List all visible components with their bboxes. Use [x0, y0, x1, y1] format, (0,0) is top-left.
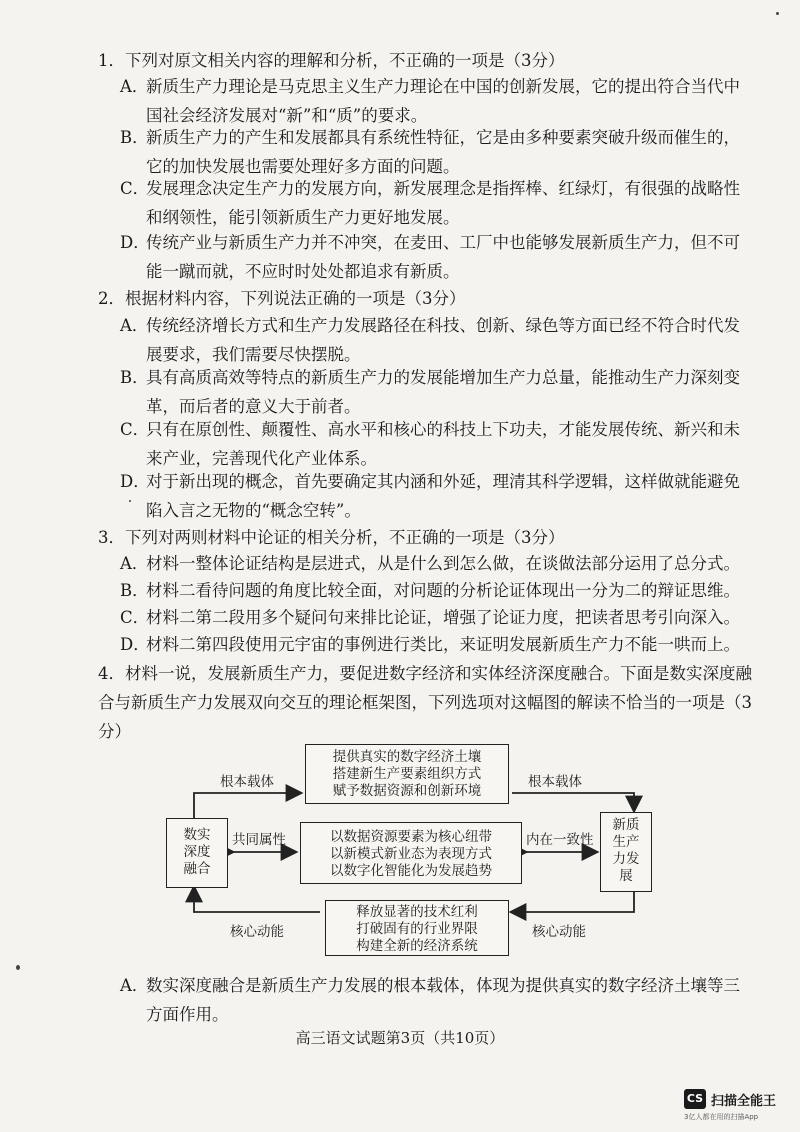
- question-3-option-a: [120, 549, 748, 578]
- box-line: 以新模式新业态为表现方式: [330, 846, 492, 862]
- question-1-option-d: [120, 228, 748, 286]
- option-label: B．: [120, 128, 149, 147]
- label-core-momentum-left: 核心动能: [230, 924, 284, 940]
- question-4-option-a: [120, 971, 748, 1029]
- option-label: B．: [120, 581, 149, 600]
- question-3-option-d: [120, 630, 748, 659]
- option-label: D．: [120, 635, 150, 654]
- arrow-left-to-top: [194, 793, 300, 820]
- scan-speck: [776, 12, 779, 15]
- option-text: 新质生产力的产生和发展都具有系统性特征，它是由多种要素突破升级而催生的，它的加快发展也需要处理好多方面的问题。: [146, 128, 740, 176]
- question-4-stem: 4．材料一说，发展新质生产力，要促进数字经济和实体经济深度融合。下面是数实深度融合与新质生产力发展双向交互的理论框架图，下列选项对这幅图的解读不恰当的一项是（3分）: [98, 664, 752, 741]
- option-text: 数实深度融合是新质生产力发展的根本载体，体现为提供真实的数字经济土壤等三方面作用。: [146, 976, 740, 1024]
- option-text: 新质生产力理论是马克思主义生产力理论在中国的创新发展，它的提出符合当代中国社会经济发展对“新”和“质”的要求。: [146, 77, 740, 125]
- question-3-option-b: [120, 576, 748, 605]
- option-label: A．: [120, 77, 149, 96]
- box-new-productivity-development: 新质 生产 力发 展: [600, 812, 652, 892]
- question-2-option-b: [120, 363, 748, 421]
- box-line: 以数字化智能化为发展趋势: [330, 863, 492, 879]
- question-1-stem: 1．下列对原文相关内容的理解和分析，不正确的一项是（3分）: [98, 51, 565, 70]
- question-2-option-a: [120, 311, 748, 369]
- option-label: B．: [120, 368, 149, 387]
- scanner-watermark: [684, 1089, 794, 1125]
- question-2-stem: 2．根据材料内容，下列说法正确的一项是（3分）: [98, 289, 466, 308]
- box-line: 以数据资源要素为核心纽带: [330, 829, 492, 845]
- scan-speck: [129, 500, 131, 502]
- question-3-option-c: [120, 603, 748, 632]
- box-digital-real-integration: 数实 深度 融合: [166, 818, 228, 888]
- question-1-option-c: [120, 174, 748, 232]
- option-text: 材料二第四段使用元宇宙的事例进行类比，来证明发展新质生产力不能一哄而上。: [146, 635, 740, 654]
- scanner-tagline: 3亿人都在用的扫描App: [684, 1113, 759, 1121]
- option-text: 对于新出现的概念，首先要确定其内涵和外延，理清其科学逻辑，这样做就能避免陷入言之无物的“概念空转”。: [146, 472, 740, 520]
- page-footer: 高三语文试题第3页（共10页）: [295, 1029, 505, 1047]
- question-3-stem: 3．下列对两则材料中论证的相关分析，不正确的一项是（3分）: [98, 528, 565, 547]
- option-label: D．: [120, 233, 150, 252]
- scanner-name: 扫描全能王: [711, 1094, 777, 1109]
- box-line: 提供真实的数字经济土壤: [332, 749, 482, 765]
- question-1-option-a: [120, 72, 748, 130]
- label-common-attributes: 共同属性: [232, 832, 286, 848]
- option-label: C．: [120, 420, 150, 439]
- option-text: 传统产业与新质生产力并不冲突，在麦田、工厂中也能够发展新质生产力，但不可能一蹴而就，不应时时处处都追求有新质。: [146, 233, 740, 281]
- question-1-option-b: [120, 123, 748, 181]
- option-label: D．: [120, 472, 150, 491]
- option-text: 传统经济增长方式和生产力发展路径在科技、创新、绿色等方面已经不符合时代发展要求，我们需要尽快摆脱。: [146, 316, 740, 364]
- option-label: A．: [120, 316, 149, 335]
- question-2-option-d: [120, 467, 748, 525]
- scanner-logo-icon: CS: [684, 1089, 706, 1109]
- option-label: A．: [120, 976, 149, 995]
- box-line: 构建全新的经济系统: [356, 938, 478, 954]
- arrow-bottom-to-left: [194, 888, 320, 912]
- option-label: C．: [120, 179, 150, 198]
- label-core-momentum-right: 核心动能: [532, 924, 586, 940]
- box-line: 搭建新生产要素组织方式: [332, 766, 482, 782]
- option-text: 发展理念决定生产力的发展方向，新发展理念是指挥棒、红绿灯，有很强的战略性和纲领性，能引领新质生产力更好地发展。: [146, 179, 740, 227]
- option-text: 材料二看待问题的角度比较全面，对问题的分析论证体现出一分为二的辩证思维。: [146, 581, 740, 600]
- box-core-momentum: [325, 900, 509, 956]
- label-fundamental-carrier-left: 根本载体: [220, 774, 274, 790]
- option-text: 只有在原创性、颠覆性、高水平和核心的科技上下功夫，才能发展传统、新兴和未来产业，完善现代化产业体系。: [146, 420, 740, 468]
- arrow-top-to-right: [512, 793, 634, 810]
- box-common-attributes: [300, 822, 522, 884]
- option-label: A．: [120, 554, 149, 573]
- question-2-option-c: [120, 415, 748, 473]
- option-text: 材料一整体论证结构是层进式，从是什么到怎么做，在谈做法部分运用了总分式。: [146, 554, 740, 573]
- scan-speck: [16, 965, 20, 970]
- framework-diagram: [160, 740, 660, 960]
- box-line: 释放显著的技术红利: [356, 904, 478, 920]
- option-label: C．: [120, 608, 150, 627]
- box-line: 打破固有的行业界限: [356, 921, 478, 937]
- box-line: 赋予数据资源和创新环境: [332, 783, 482, 799]
- option-text: 具有高质高效等特点的新质生产力的发展能增加生产力总量，能推动生产力深刻变革，而后者的意义大于前者。: [146, 368, 740, 416]
- option-text: 材料二第二段用多个疑问句来排比论证，增强了论证力度，把读者思考引向深入。: [146, 608, 740, 627]
- box-fundamental-carrier: [305, 744, 509, 804]
- label-fundamental-carrier-right: 根本载体: [528, 774, 582, 790]
- label-intrinsic-consistency: 内在一致性: [526, 832, 594, 848]
